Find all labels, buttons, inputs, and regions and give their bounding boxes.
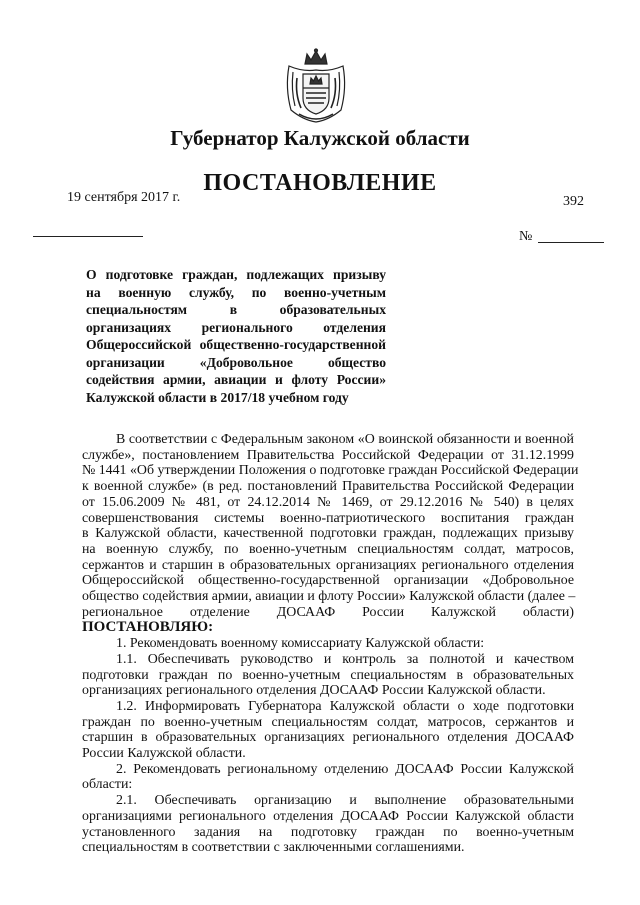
body-line: организациях регионального отделения ДОСААФ России Калужской области. [82,683,546,699]
decree-heading: ПОСТАНОВЛЯЮ: [82,619,214,636]
document-type-title: ПОСТАНОВЛЕНИЕ [203,170,437,196]
body-line: Общероссийской общественно-государственной организации «Добровольное [82,573,574,589]
body-line: 1.2. Информировать Губернатора Калужской области о ходе подготовки [116,698,574,714]
body-line: региональное отделение ДОСААФ России Калужской области) [82,604,574,620]
body-line: старшин в образовательных организациях регионального отделения ДОСААФ [82,730,574,746]
number-label: № [519,229,533,244]
subject-line: О подготовке граждан, подлежащих призыву [86,267,386,282]
subject-line: Калужской области в 2017/18 учебном году [86,389,349,405]
body-line: общество содействия армии, авиации и флоту России» Калужской области (далее – [82,589,576,605]
body-line: подготовки граждан по военно-учетным специальностям в образовательных [82,667,574,683]
kaluga-coat-of-arms-emblem [283,48,349,124]
body-line: 2. Рекомендовать региональному отделению ДОСААФ России Калужской [116,761,574,777]
body-line: области: [82,777,133,793]
subject-line: на военную службу, по военно-учетным [86,284,386,300]
body-line: на военную службу, по военно-учетным специальностям солдат, матросов, [82,541,574,557]
document-date: 19 сентября 2017 г. [67,190,181,205]
body-line: от 15.06.2009 № 481, от 24.12.2014 № 1469, от 29.12.2016 № 540) в целях [82,494,574,510]
number-underline [538,242,604,243]
body-line: организациями регионального отделения ДОСААФ России Калужской области [82,808,574,824]
body-line: России Калужской области. [82,746,246,762]
body-line: установленного задания на подготовку граждан по военно-учетным [82,824,574,840]
document-number: 392 [563,194,584,209]
body-line: службе», постановлением Правительства Российской Федерации от 31.12.1999 [82,447,574,463]
body-line: совершенствования системы военно-патриотического воспитания граждан [82,510,574,526]
subject-line: организациях регионального отделения [86,319,386,335]
body-line: В соответствии с Федеральным законом «О воинской обязанности и военной [116,432,574,447]
body-line: 2.1. Обеспечивать организацию и выполнение образовательными [116,793,574,809]
subject-line: содействия армии, авиации и флоту России» [86,372,386,387]
subject-line: специальностям в образовательных [86,302,386,317]
body-line: № 1441 «Об утверждении Положения о подготовке граждан Российской Федерации [82,463,579,479]
subject-line: Общероссийской общественно-государственной [86,337,386,352]
body-line: к военной службе» (в ред. постановлений Правительства Российской Федерации [82,479,574,495]
document-subject [86,266,386,406]
body-line: 1.1. Обеспечивать руководство и контроль за полнотой и качеством [116,651,574,667]
body-line: граждан по военно-учетным специальностям солдат, матросов, сержантов и [82,714,574,730]
body-line: в Калужской области, качественной подготовки граждан, подлежащих призыву [82,526,574,542]
subject-line: организации «Добровольное общество [86,354,386,370]
document-body [82,432,579,856]
body-line: сержантов и старшин в образовательных организациях регионального отделения [82,557,574,573]
issuing-authority: Губернатор Калужской области [170,126,470,150]
body-line: 1. Рекомендовать военному комиссариату Калужской области: [116,636,485,652]
date-underline [33,236,143,237]
body-line: специальностям в соответствии с заключенными соглашениями. [82,840,465,856]
